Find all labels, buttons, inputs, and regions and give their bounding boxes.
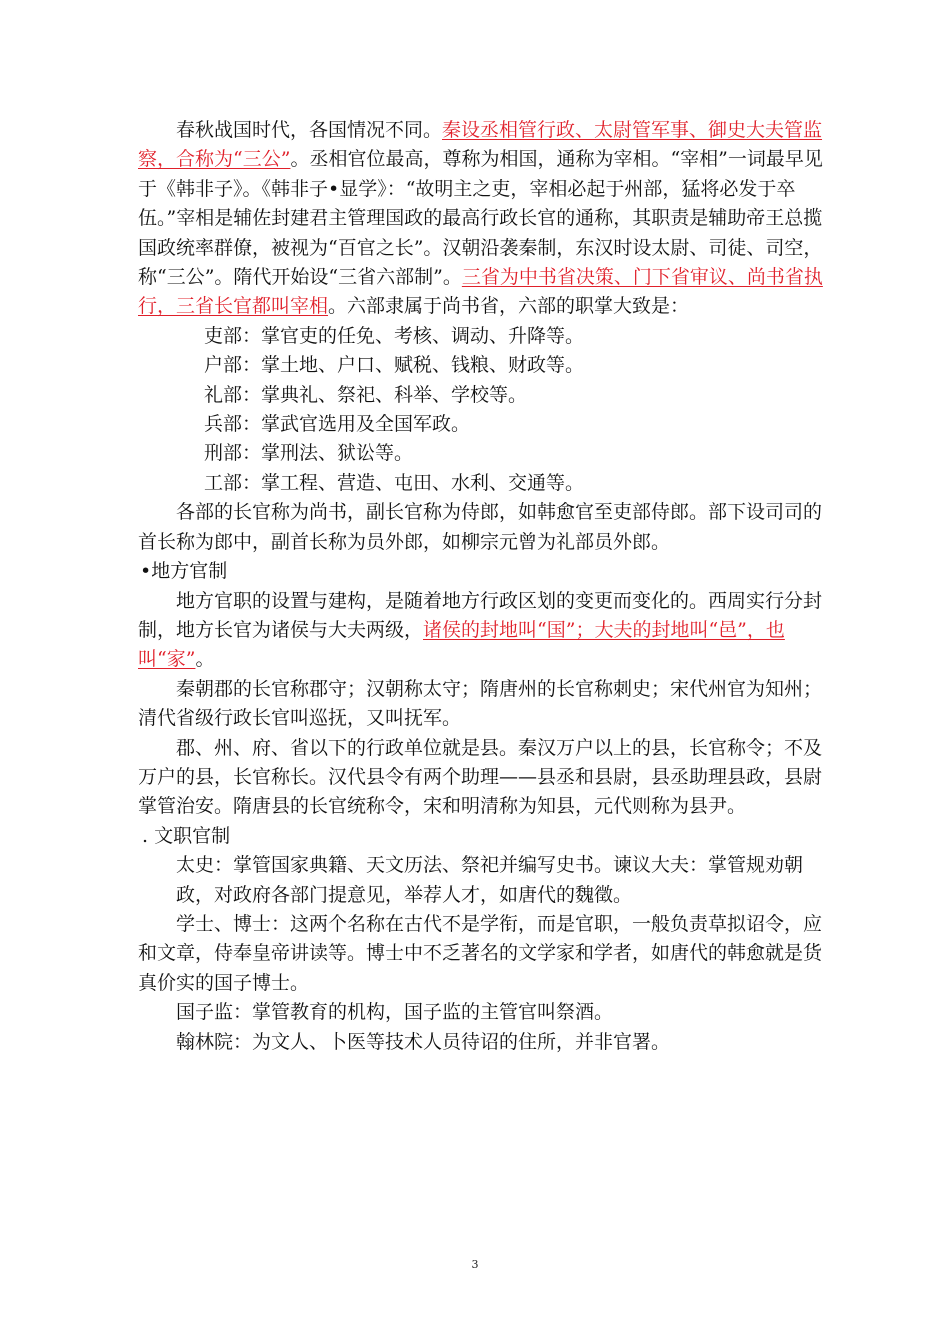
ministry-item-rites: 礼部：掌典礼、祭祀、科举、学校等。: [204, 383, 528, 406]
ministry-item-works: 工部：掌工程、营造、屯田、水利、交通等。: [204, 471, 585, 494]
highlighted-text: 三省为中书省决策、门下省审议、尚书省执行，三省长官都叫宰相: [138, 266, 823, 318]
paragraph-civil-1: 太史：掌管国家典籍、天文历法、祭祀并编写史书。谏议大夫：掌管规劝朝政，对政府各部门提意见，举荐人才，如唐代的魏徵。: [176, 854, 804, 906]
paragraph-central-officials: [138, 116, 828, 322]
section-heading-local: •地方官制: [140, 560, 228, 583]
paragraph-civil-2: 学士、博士：这两个名称在古代不是学衔，而是官职，一般负责草拟诏令，应和文章，侍奉皇帝讲读等。博士中不乏著名的文学家和学者，如唐代的韩愈就是货真价实的国子博士。: [138, 912, 823, 994]
ministry-item-personnel: 吏部：掌官吏的任免、考核、调动、升降等。: [204, 324, 585, 347]
ministry-item-revenue: 户部：掌土地、户口、赋税、钱粮、财政等。: [204, 354, 585, 377]
paragraph-civil-4: 翰林院：为文人、卜医等技术人员待诏的住所，并非官署。: [176, 1030, 671, 1053]
highlighted-text: 秦设丞相管行政、太尉管军事、御史大夫管监察，合称为“三公”: [138, 119, 823, 171]
paragraph-ministers: 各部的长官称为尚书，副长官称为侍郎，如韩愈官至吏部侍郎。部下设司司的首长称为郎中，副首长称为员外郎，如柳宗元曾为礼部员外郎。: [138, 501, 823, 553]
text-segment: 地方官职的设置与建构，是随着地方行政区划的变更而变化的。西周实行分封制，地方长官为诸侯与大夫两级，: [138, 589, 823, 641]
text-segment: 。丞相官位最高，尊称为相国，通称为宰相。“宰相”一词最早见于《韩非子》。《韩非子•显学》：“故明主之吏，宰相必起于州部，猛将必发于卒伍。”宰相是辅佐封建君主管理国政的最高行政长官的通称，其职责是辅助帝王总揽国政统率群僚，被视为“百官之长”。汉朝沿袭秦制，东汉时设太尉、司徒、司空，称“三公”。隋代开始设“三省六部制”。: [138, 148, 823, 289]
ministry-item-justice: 刑部：掌刑法、狱讼等。: [204, 442, 414, 465]
text-segment: 春秋战国时代，各国情况不同。: [176, 119, 443, 141]
ministry-item-war: 兵部：掌武官选用及全国军政。: [204, 413, 471, 436]
text-segment: 。: [195, 648, 215, 671]
document-body: [138, 116, 828, 1057]
paragraph-civil-3: 国子监：掌管教育的机构，国子监的主管官叫祭酒。: [176, 1001, 614, 1024]
page-number: 3: [471, 1258, 479, 1271]
highlighted-text: 诸侯的封地叫“国”；大夫的封地叫“邑”，也叫“家”: [138, 618, 785, 671]
text-segment: 。六部隶属于尚书省，六部的职掌大致是：: [328, 295, 690, 318]
section-heading-civil: . 文职官制: [142, 824, 231, 847]
paragraph-local-3: 郡、州、府、省以下的行政单位就是县。秦汉万户以上的县，长官称令；不及万户的县，长官称长。汉代县令有两个助理——县丞和县尉，县丞助理县政，县尉掌管治安。隋唐县的长官统称令，宋和明清称为知县，元代则称为县尹。: [138, 736, 823, 818]
paragraph-local-2: 秦朝郡的长官称郡守；汉朝称太守；隋唐州的长官称刺史；宋代州官为知州；清代省级行政长官叫巡抚，又叫抚军。: [138, 677, 823, 730]
paragraph-local-1: [138, 587, 828, 675]
